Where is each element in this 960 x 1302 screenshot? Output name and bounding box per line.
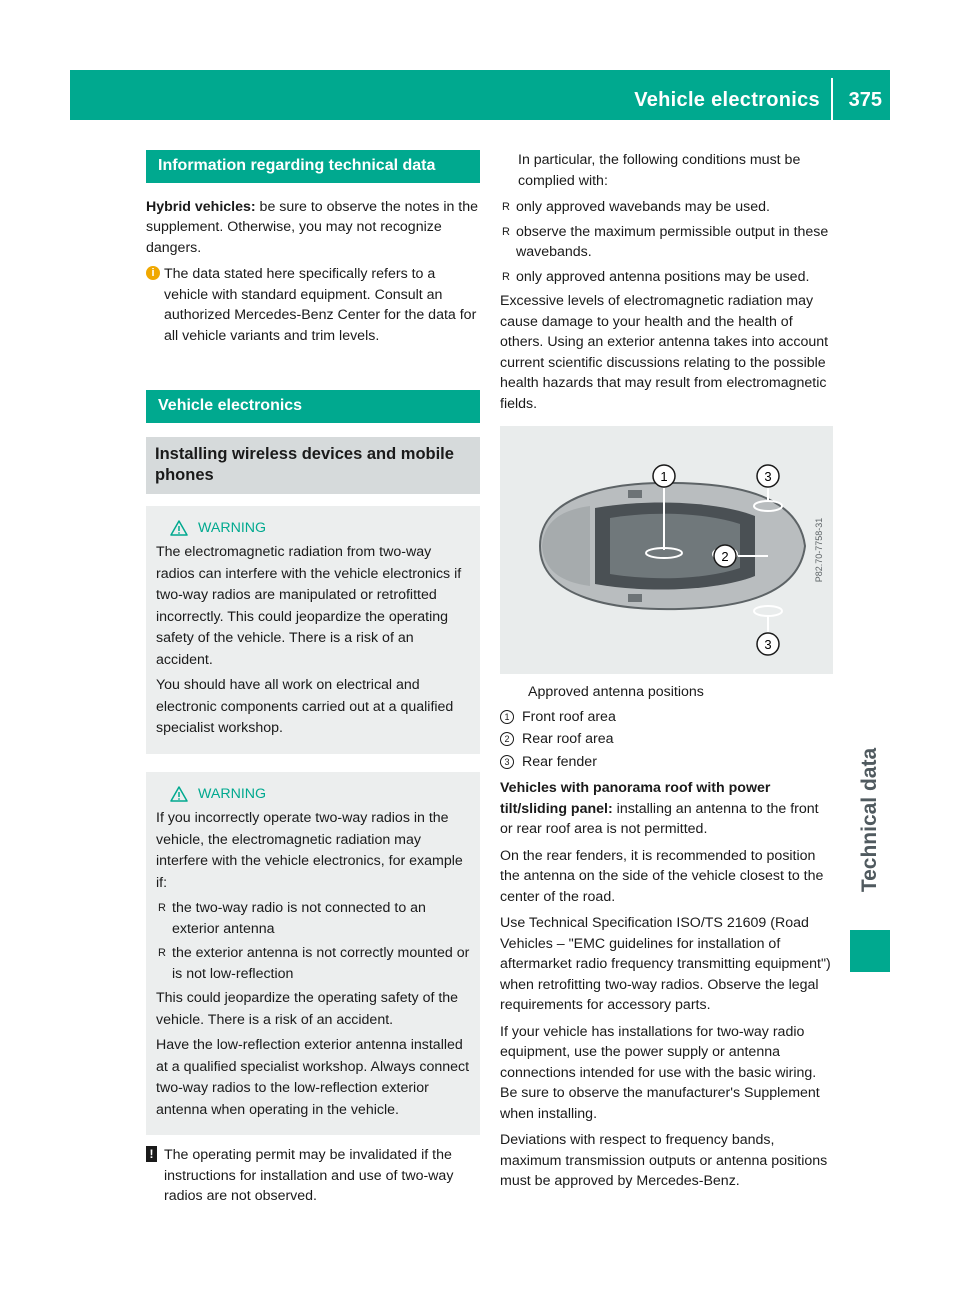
bullet-marker-icon: R bbox=[158, 947, 166, 959]
warning-triangle-icon bbox=[170, 520, 188, 536]
side-tab-label: Technical data bbox=[858, 747, 881, 893]
damage-note-text: The operating permit may be invalidated if the instructions for installation and use of two-way radios are not observed. bbox=[164, 1147, 454, 1204]
hybrid-text: be sure to observe the notes in the supplement. Otherwise, you may not recognize dangers. bbox=[146, 198, 479, 256]
warning-title-2: WARNING bbox=[198, 785, 267, 802]
info-note-text: The data stated here specifically refers to a vehicle with standard equipment. Consult an authorized Mercedes-Benz Center for the data for all vehicle variants and trim levels. bbox=[164, 266, 477, 344]
damage-note bbox=[146, 1145, 480, 1207]
marker-2 bbox=[714, 545, 736, 567]
hybrid-label: Hybrid vehicles: bbox=[146, 198, 256, 215]
warning-1-text-2: You should have all work on electrical and electronic components carried out at a qualified specialist workshop. bbox=[156, 677, 454, 736]
svg-text:3: 3 bbox=[764, 637, 772, 652]
panorama-label: Vehicles with panorama roof with power tilt/sliding panel: bbox=[500, 780, 771, 817]
side-tab[interactable] bbox=[850, 720, 890, 920]
antenna-positions-figure bbox=[500, 426, 833, 674]
warning-2-text-3: Have the low-reflection exterior antenna installed at a qualified specialist workshop. Always connect two-way radios to the low-reflection exterior antenna when operating in the vehicle. bbox=[156, 1037, 470, 1118]
deviations-paragraph: Deviations with respect to frequency bands, maximum transmission outputs or antenna positions must be approved by Mercedes-Benz. bbox=[500, 1132, 828, 1189]
bullet-marker-icon: R bbox=[158, 902, 166, 914]
conditions-intro: In particular, the following conditions must be complied with: bbox=[518, 152, 801, 189]
warning-header-2 bbox=[156, 784, 470, 805]
legend-number: 3 bbox=[500, 755, 514, 769]
right-column bbox=[500, 150, 834, 1198]
marker-3-bottom bbox=[757, 633, 779, 655]
header-title: Vehicle electronics bbox=[634, 89, 820, 111]
legend-number: 2 bbox=[500, 732, 514, 746]
panorama-paragraph: Vehicles with panorama roof with power tilt/sliding panel: installing an antenna to the front or rear roof area is not permitted. bbox=[500, 780, 819, 837]
marker-1 bbox=[653, 465, 675, 487]
info-icon: i bbox=[146, 266, 160, 280]
spec-paragraph: Use Technical Specification ISO/TS 21609 (Road Vehicles – "EMC guidelines for installation of aftermarket radio frequency transmitting equipment") when retrofitting two-way radios. Observe the legal requirements for accessory parts. bbox=[500, 915, 831, 1013]
condition-item: R only approved wavebands may be used. bbox=[500, 197, 834, 218]
warning-2-text-2: This could jeopardize the operating safety of the vehicle. There is a risk of an accident. bbox=[156, 990, 459, 1028]
svg-text:2: 2 bbox=[721, 549, 729, 564]
info-note bbox=[146, 264, 480, 346]
warning-triangle-icon bbox=[170, 786, 188, 802]
warning-2-bullet: R the two-way radio is not connected to an exterior antenna bbox=[158, 900, 426, 937]
warning-title-1: WARNING bbox=[198, 519, 267, 536]
bullet-marker-icon: R bbox=[502, 201, 510, 213]
svg-text:1: 1 bbox=[660, 469, 668, 484]
condition-item: R observe the maximum permissible output in these wavebands. bbox=[502, 223, 829, 260]
left-column bbox=[146, 150, 480, 1213]
hybrid-paragraph bbox=[146, 197, 480, 259]
warning-1-text-1: The electromagnetic radiation from two-way radios can interfere with the vehicle electronics if two-way radios are manipulated or retrofitted incorrectly. This could jeopardize the operating safety of the vehicle. There is a risk of an accident. bbox=[156, 544, 462, 668]
excessive-radiation-text: Excessive levels of electromagnetic radiation may cause damage to your health and the health of others. Using an exterior antenna takes into account current scientific discussions relating to the possible health hazards that may result from electromagnetic fields. bbox=[500, 293, 829, 412]
figure-code: P82.70-7758-31 bbox=[814, 517, 824, 583]
legend-number: 1 bbox=[500, 710, 514, 724]
warning-2-text-1: If you incorrectly operate two-way radios in the vehicle, the electromagnetic radiation may interfere with the vehicle electronics, for example if: bbox=[156, 810, 463, 891]
warning-box-1 bbox=[146, 506, 480, 754]
legend-item-3: 3 Rear fender bbox=[500, 752, 834, 773]
header-divider bbox=[831, 78, 833, 120]
warning-2-bullet: R the exterior antenna is not correctly mounted or is not low-reflection bbox=[158, 945, 470, 982]
legend-item-1: 1 Front roof area bbox=[500, 707, 834, 728]
marker-3-top bbox=[757, 465, 779, 487]
header-bar bbox=[70, 70, 890, 120]
exclamation-icon: ! bbox=[146, 1146, 157, 1162]
installation-paragraph: If your vehicle has installations for two-way radio equipment, use the power supply or antenna connections intended for use with the basic wiring. Be sure to observe the manufacturer's Supplement when installing. bbox=[500, 1023, 820, 1122]
warning-box-2 bbox=[146, 772, 480, 1136]
subsection-heading-wireless: Installing wireless devices and mobile phones bbox=[146, 437, 480, 494]
warning-header-1 bbox=[156, 518, 470, 539]
svg-text:3: 3 bbox=[764, 469, 772, 484]
side-tab-marker bbox=[850, 930, 890, 972]
page-number: 375 bbox=[848, 89, 882, 111]
legend-item-2: 2 Rear roof area bbox=[500, 729, 834, 750]
section-heading-technical-data: Information regarding technical data bbox=[146, 150, 480, 183]
bullet-marker-icon: R bbox=[502, 225, 510, 238]
figure-caption: Approved antenna positions bbox=[528, 684, 704, 700]
bullet-marker-icon: R bbox=[502, 270, 510, 283]
condition-item: R only approved antenna positions may be used. bbox=[500, 267, 834, 288]
car-top-view-illustration bbox=[500, 426, 833, 674]
fenders-paragraph: On the rear fenders, it is recommended to position the antenna on the side of the vehicle closest to the center of the road. bbox=[500, 847, 824, 905]
section-heading-vehicle-electronics: Vehicle electronics bbox=[146, 390, 480, 423]
